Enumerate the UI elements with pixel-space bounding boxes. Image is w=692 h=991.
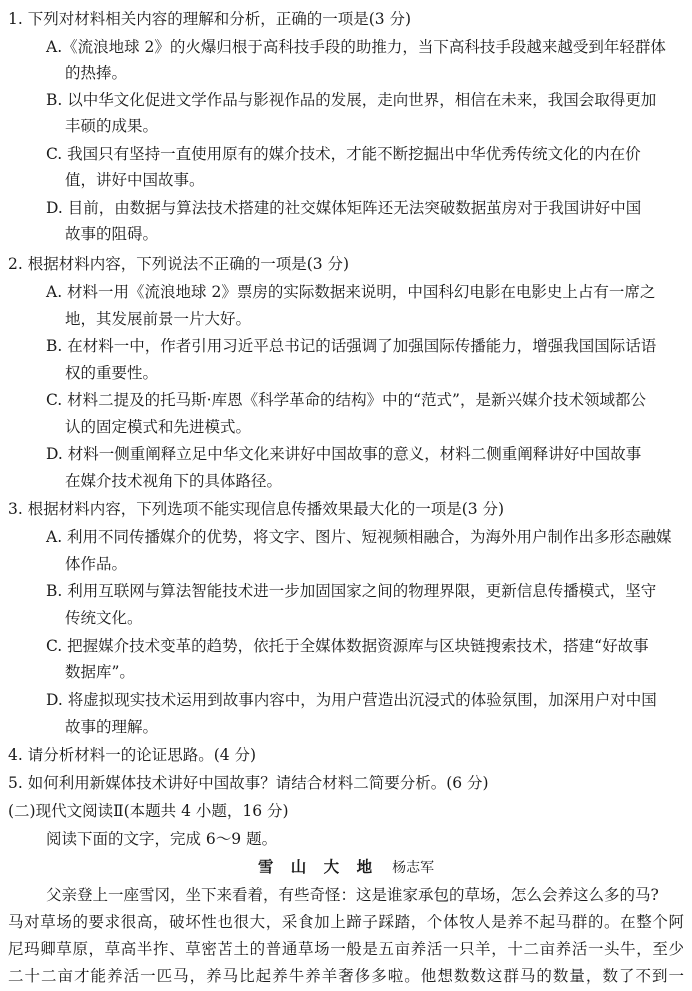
q2-option-c-line1: C. 材料二提及的托马斯·库恩《科学革命的结构》中的“范式”，是新兴媒介技术领域都公 [46, 391, 646, 409]
q2-option-b-line2: 权的重要性。 [65, 364, 159, 382]
q1-stem: 1. 下列对材料相关内容的理解和分析，正确的一项是(3 分) [8, 10, 412, 28]
q1-option-b-line1: B. 以中华文化促进文学作品与影视作品的发展，走向世界，相信在未来，我国会取得更加 [46, 91, 657, 109]
story-line-1: 父亲登上一座雪冈，坐下来看着，有些奇怪：这是谁家承包的草场，怎么会养这么多的马? [46, 886, 659, 904]
q3-option-d-line2: 故事的理解。 [65, 718, 159, 736]
q3-option-b-line2: 传统文化。 [65, 609, 143, 627]
q2-option-b-line1: B. 在材料一中，作者引用习近平总书记的话强调了加强国际传播能力，增强我国国际话语 [46, 337, 657, 355]
q1-option-a-line1: A.《流浪地球 2》的火爆归根于高科技手段的助推力，当下高科技手段越来越受到年轻群体 [46, 38, 666, 56]
q5-stem: 5. 如何利用新媒体技术讲好中国故事？请结合材料二简要分析。(6 分) [8, 774, 489, 792]
q3-option-a-line2: 体作品。 [65, 555, 128, 573]
story-author: 杨志军 [392, 860, 435, 876]
q2-stem: 2. 根据材料内容，下列说法不正确的一项是(3 分) [8, 255, 350, 273]
q2-option-c-line2: 认的固定模式和先进模式。 [65, 418, 252, 436]
q2-option-a-line1: A. 材料一用《流浪地球 2》票房的实际数据来说明，中国科幻电影在电影史上占有一席之 [46, 283, 656, 301]
section-heading: (二)现代文阅读Ⅱ(本题共 4 小题，16 分) [8, 802, 289, 820]
q1-option-a-line2: 的热捧。 [65, 64, 128, 82]
story-line-2: 马对草场的要求很高，破坏性也很大，采食加上蹄子踩踏，个体牧人是养不起马群的。在整个阿 [8, 913, 684, 931]
q3-option-a-line1: A. 利用不同传播媒介的优势，将文字、图片、短视频相融合，为海外用户制作出多形态融媒 [46, 528, 672, 546]
q2-option-d-line1: D. 材料一侧重阐释立足中华文化来讲好中国故事的意义，材料二侧重阐释讲好中国故事 [46, 445, 642, 463]
q3-option-d-line1: D. 将虚拟现实技术运用到故事内容中，为用户营造出沉浸式的体验氛围，加深用户对中国 [46, 691, 657, 709]
story-title: 雪 山 大 地 [257, 857, 379, 876]
q1-option-c-line1: C. 我国只有坚持一直使用原有的媒介技术，才能不断挖掘出中华优秀传统文化的内在价 [46, 145, 641, 163]
q3-stem: 3. 根据材料内容，下列选项不能实现信息传播效果最大化的一项是(3 分) [8, 500, 505, 518]
q1-option-b-line2: 丰硕的成果。 [65, 117, 159, 135]
q2-option-a-line2: 地，其发展前景一片大好。 [65, 310, 252, 328]
q1-option-c-line2: 值，讲好中国故事。 [65, 171, 205, 189]
q2-option-d-line2: 在媒介技术视角下的具体路径。 [65, 472, 283, 490]
story-line-4: 二十二亩才能养活一匹马，养马比起养牛养羊奢侈多啦。他想数数这群马的数量，数了不到一 [8, 967, 684, 985]
q4-stem: 4. 请分析材料一的论证思路。(4 分) [8, 746, 257, 764]
q3-option-c-line2: 数据库”。 [65, 663, 135, 681]
story-line-3: 尼玛卿草原，草高半拃、草密苫土的普通草场一般是五亩养活一只羊，十二亩养活一头牛，至少 [8, 940, 684, 958]
q1-option-d-line2: 故事的阻碍。 [65, 225, 159, 243]
reading-instruction: 阅读下面的文字，完成 6～9 题。 [46, 830, 278, 848]
q1-option-d-line1: D. 目前，由数据与算法技术搭建的社交媒体矩阵还无法突破数据茧房对于我国讲好中国 [46, 199, 642, 217]
story-title-line [0, 857, 692, 878]
q3-option-c-line1: C. 把握媒介技术变革的趋势，依托于全媒体数据资源库与区块链搜索技术，搭建“好故事 [46, 637, 649, 655]
q3-option-b-line1: B. 利用互联网与算法智能技术进一步加固国家之间的物理界限，更新信息传播模式，坚守 [46, 582, 657, 600]
